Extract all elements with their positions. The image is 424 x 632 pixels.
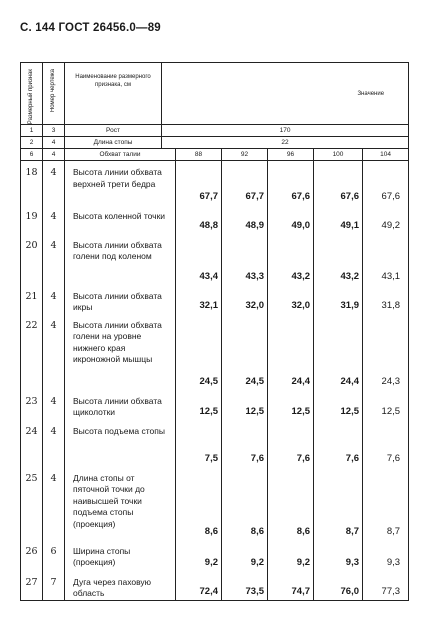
row-value: 48,8: [176, 205, 222, 234]
row-name: Длина стопы: [65, 137, 162, 149]
row-value: 7,6: [268, 420, 314, 467]
row-height: [21, 125, 409, 137]
row-value: 8,6: [176, 467, 222, 540]
header-drawing-cell: [43, 63, 65, 125]
row-value: 7,6: [314, 420, 363, 467]
row-value: 8,6: [268, 467, 314, 540]
row-name: Высота линии обхвата щиколотки: [65, 390, 176, 420]
row-value: 43,1: [363, 234, 409, 285]
row-value: 9,3: [314, 540, 363, 571]
row-num: 2: [21, 137, 43, 149]
row-drawing: 4: [43, 149, 65, 161]
row-num: 19: [21, 205, 43, 234]
row-num: 22: [21, 314, 43, 390]
measurement-table: [20, 62, 409, 601]
row-value: 9,2: [176, 540, 222, 571]
waist-value: 92: [222, 149, 268, 161]
row-value: 8,6: [222, 467, 268, 540]
row-name: Высота линии обхвата верхней трети бедра: [65, 161, 176, 205]
row-drawing: 6: [43, 540, 65, 571]
table-row: [21, 161, 409, 205]
data-rows: [21, 161, 409, 601]
waist-value: 96: [268, 149, 314, 161]
row-num: 21: [21, 285, 43, 314]
table-row: [21, 540, 409, 571]
row-value: 49,1: [314, 205, 363, 234]
row-drawing: 4: [43, 161, 65, 205]
row-value: 32,0: [268, 285, 314, 314]
header-value: Значение: [162, 63, 409, 125]
row-value: 72,4: [176, 571, 222, 601]
row-value: 43,4: [176, 234, 222, 285]
header-param-cell: [21, 63, 43, 125]
row-name: Высота линии обхвата икры: [65, 285, 176, 314]
row-value: 67,6: [268, 161, 314, 205]
row-name: Дуга через паховую область: [65, 571, 176, 601]
header-name: Наименование размерного признака, см: [65, 63, 162, 125]
waist-value: 100: [314, 149, 363, 161]
table-row: [21, 390, 409, 420]
row-foot-length: [21, 137, 409, 149]
row-drawing: 4: [43, 314, 65, 390]
row-value: 32,1: [176, 285, 222, 314]
waist-value: 88: [176, 149, 222, 161]
row-name: Высота коленной точки: [65, 205, 176, 234]
row-num: 18: [21, 161, 43, 205]
row-num: 6: [21, 149, 43, 161]
row-value: 48,9: [222, 205, 268, 234]
page-header: С. 144 ГОСТ 26456.0—89: [20, 22, 161, 34]
row-num: 25: [21, 467, 43, 540]
row-name: Высота линии обхвата голени под коленом: [65, 234, 176, 285]
row-num: 24: [21, 420, 43, 467]
row-num: 27: [21, 571, 43, 601]
table-row: [21, 467, 409, 540]
row-drawing: 4: [43, 234, 65, 285]
table-row: [21, 285, 409, 314]
row-drawing: 7: [43, 571, 65, 601]
row-value: 32,0: [222, 285, 268, 314]
row-value: 12,5: [363, 390, 409, 420]
row-value: 12,5: [222, 390, 268, 420]
table-row: [21, 234, 409, 285]
row-value: 77,3: [363, 571, 409, 601]
row-drawing: 3: [43, 125, 65, 137]
header-drawing: Номер чертежа: [50, 69, 56, 113]
row-num: 1: [21, 125, 43, 137]
row-drawing: 4: [43, 205, 65, 234]
row-value: 24,5: [222, 314, 268, 390]
row-value: 74,7: [268, 571, 314, 601]
row-value: 43,2: [268, 234, 314, 285]
row-value: 76,0: [314, 571, 363, 601]
row-value: 24,3: [363, 314, 409, 390]
row-value: 67,6: [314, 161, 363, 205]
row-value: 170: [162, 125, 409, 137]
row-value: 7,6: [222, 420, 268, 467]
row-value: 9,2: [222, 540, 268, 571]
row-value: 49,2: [363, 205, 409, 234]
table-header-row: [21, 63, 409, 125]
row-drawing: 4: [43, 390, 65, 420]
row-value: 9,3: [363, 540, 409, 571]
row-value: 12,5: [176, 390, 222, 420]
row-drawing: 4: [43, 467, 65, 540]
row-value: 9,2: [268, 540, 314, 571]
row-value: 49,0: [268, 205, 314, 234]
row-waist: [21, 149, 409, 161]
header-param: Размерный признак: [28, 69, 34, 125]
row-name: Высота подъема стопы: [65, 420, 176, 467]
row-value: 43,3: [222, 234, 268, 285]
table-row: [21, 205, 409, 234]
row-name: Обхват талии: [65, 149, 176, 161]
row-value: 31,8: [363, 285, 409, 314]
row-name: Длина стопы от пяточной точки до наивысшей точки подъема стопы (проекция): [65, 467, 176, 540]
row-value: 7,5: [176, 420, 222, 467]
table-row: [21, 571, 409, 601]
row-value: 12,5: [314, 390, 363, 420]
row-name: Рост: [65, 125, 162, 137]
row-drawing: 4: [43, 285, 65, 314]
row-value: 67,7: [222, 161, 268, 205]
row-value: 12,5: [268, 390, 314, 420]
row-value: 43,2: [314, 234, 363, 285]
row-value: 8,7: [314, 467, 363, 540]
row-name: Ширина стопы (проекция): [65, 540, 176, 571]
row-value: 67,7: [176, 161, 222, 205]
table-row: [21, 420, 409, 467]
row-value: 8,7: [363, 467, 409, 540]
row-value: 24,5: [176, 314, 222, 390]
row-value: 7,6: [363, 420, 409, 467]
row-name: Высота линии обхвата голени на уровне нижнего края икроножной мышцы: [65, 314, 176, 390]
row-value: 24,4: [314, 314, 363, 390]
row-num: 20: [21, 234, 43, 285]
row-num: 26: [21, 540, 43, 571]
row-value: 67,6: [363, 161, 409, 205]
row-value: 24,4: [268, 314, 314, 390]
row-value: 31,9: [314, 285, 363, 314]
row-drawing: 4: [43, 420, 65, 467]
waist-value: 104: [363, 149, 409, 161]
row-value: 22: [162, 137, 409, 149]
table-row: [21, 314, 409, 390]
row-drawing: 4: [43, 137, 65, 149]
row-value: 73,5: [222, 571, 268, 601]
row-num: 23: [21, 390, 43, 420]
